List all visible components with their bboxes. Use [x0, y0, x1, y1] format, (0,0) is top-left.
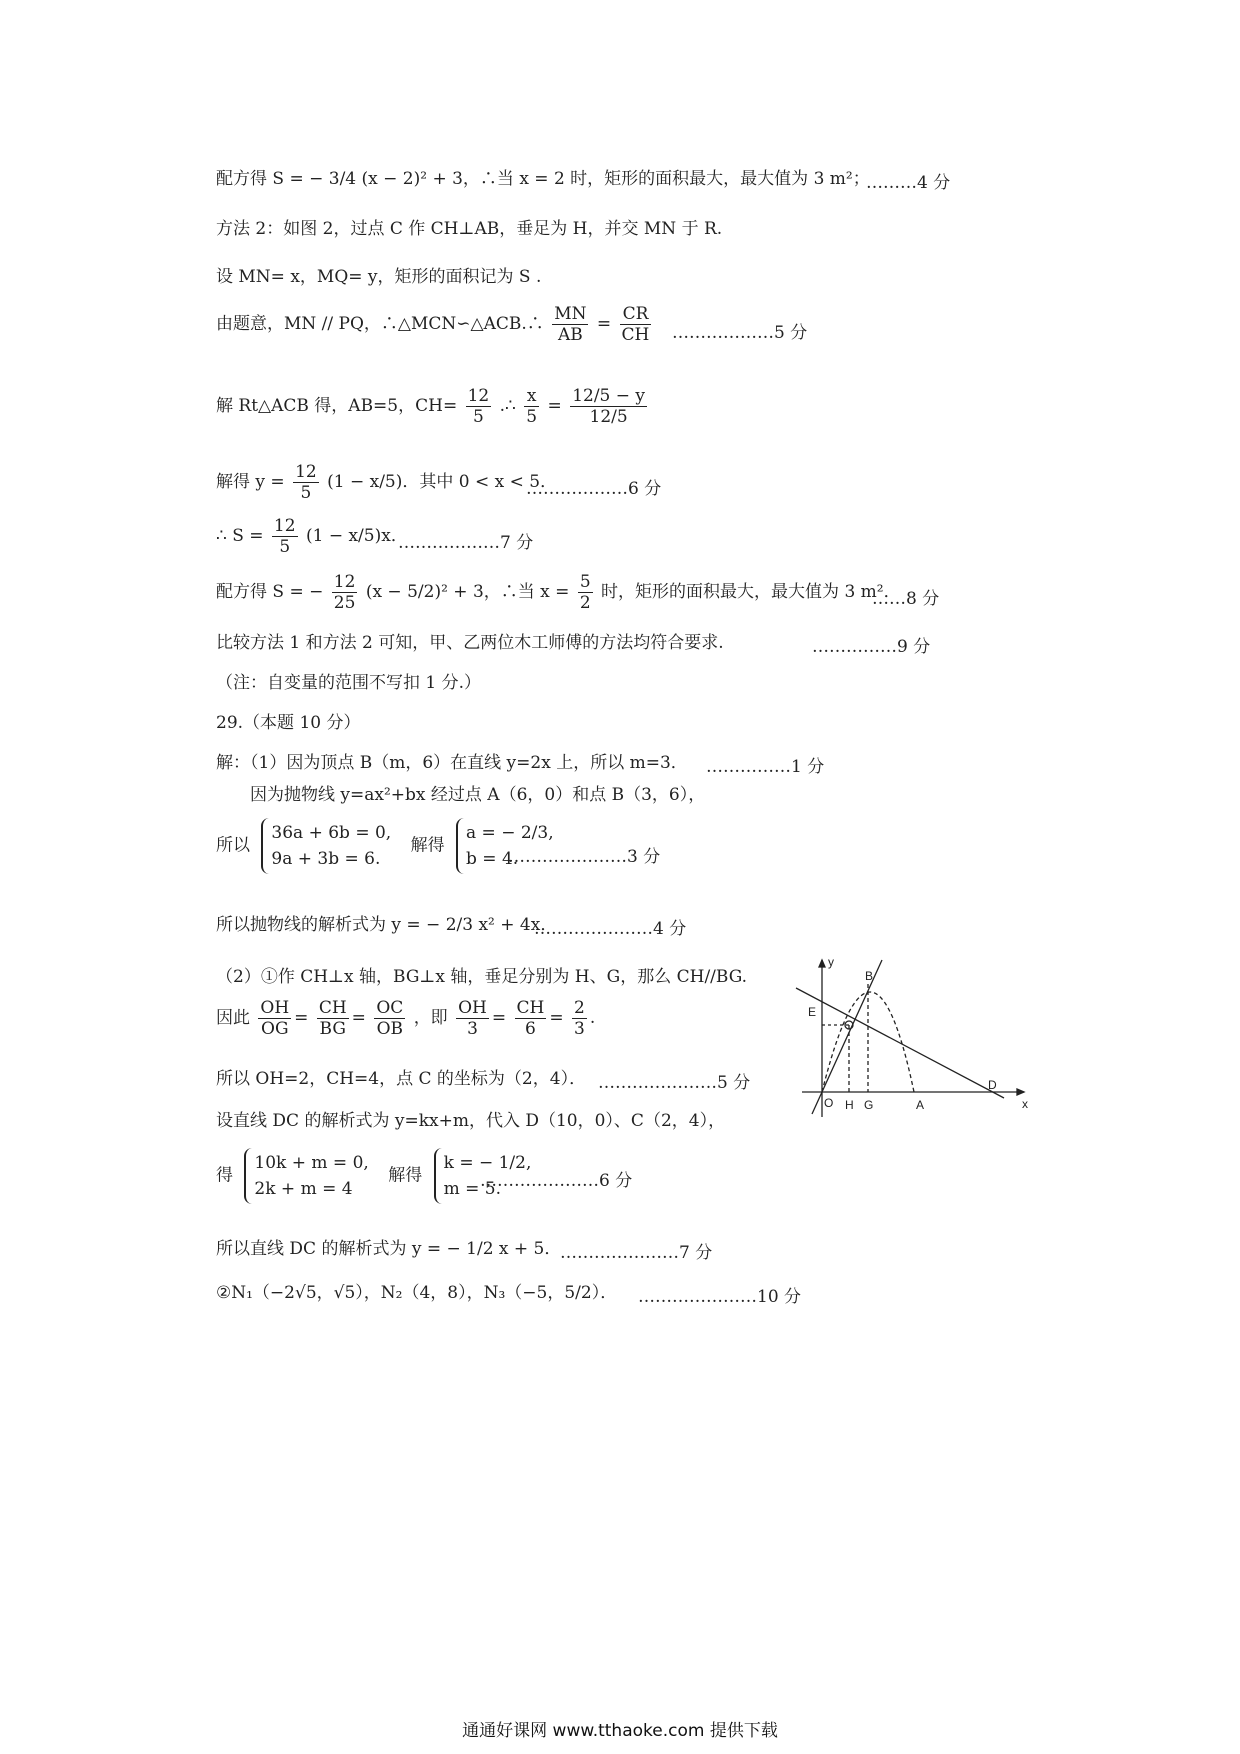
label-O: O	[824, 1096, 834, 1110]
equation: k = − 1/2,	[443, 1153, 532, 1173]
score-marker: ………………5 分	[672, 323, 808, 343]
denominator: BG	[319, 1019, 346, 1039]
score-marker: …………………3 分	[508, 847, 661, 867]
score-marker: ………4 分	[866, 173, 951, 193]
question-heading: 29.（本题 10 分）	[216, 713, 361, 733]
line-text: 因此	[216, 1008, 250, 1028]
solution-line-6	[216, 462, 557, 503]
solution-line-16: （2）①作 CH⊥x 轴，BG⊥x 轴，垂足分别为 H、G，那么 CH//BG.	[216, 967, 748, 987]
fraction	[374, 998, 405, 1039]
fraction	[570, 386, 647, 427]
fraction	[515, 998, 547, 1039]
fraction	[552, 304, 588, 345]
fraction	[293, 462, 319, 503]
fraction	[578, 572, 593, 613]
line-text: 时，矩形的面积最大，最大值为 3 m²．	[601, 582, 901, 602]
solution-line-1	[216, 168, 870, 190]
equation: 36a + 6b = 0,	[271, 823, 392, 843]
numerator: OH	[260, 998, 290, 1018]
denominator: 5	[300, 483, 312, 503]
denominator: 25	[333, 593, 356, 613]
denominator: 6	[525, 1019, 536, 1039]
label-B: B	[865, 969, 874, 983]
score-marker: ……………1 分	[706, 757, 825, 777]
score-marker: ………………6 分	[526, 479, 662, 499]
solution-line-9: 比较方法 1 和方法 2 可知，甲、乙两位木工师傅的方法均符合要求.	[216, 633, 724, 653]
label-A: A	[916, 1098, 925, 1112]
line-text: 解得 y =	[216, 472, 285, 492]
solution-line-13: 因为抛物线 y=ax²+bx 经过点 A（6，0）和点 B（3，6），	[250, 785, 706, 805]
denominator: 12/5	[589, 407, 628, 427]
line-text: .∴	[499, 396, 516, 416]
line-text: ∴ S =	[216, 526, 264, 546]
denominator: 3	[574, 1019, 585, 1039]
numerator: 12	[467, 386, 490, 406]
solution-line-2: 方法 2：如图 2，过点 C 作 CH⊥AB，垂足为 H，并交 MN 于 R.	[216, 219, 723, 239]
numerator: 12	[333, 572, 356, 592]
numerator: 12/5 − y	[572, 386, 646, 406]
score-marker: ………………7 分	[398, 533, 534, 553]
fraction	[524, 386, 539, 427]
line-text: 所以	[216, 835, 250, 856]
fraction	[572, 998, 587, 1039]
label-G: G	[864, 1098, 874, 1112]
fraction	[456, 998, 489, 1039]
denominator: 3	[467, 1019, 478, 1039]
fraction	[332, 572, 358, 613]
numerator: CR	[620, 304, 652, 325]
label-y: y	[828, 955, 834, 969]
equation: 2k + m = 4	[254, 1179, 353, 1199]
denominator: 5	[473, 407, 484, 427]
fraction	[620, 304, 652, 345]
denominator: OB	[376, 1019, 404, 1039]
score-marker: …………………5 分	[598, 1073, 751, 1093]
line-text: 解 Rt△ACB 得，AB=5，CH=	[216, 396, 458, 416]
equation: a = − 2/3,	[466, 823, 554, 843]
fraction	[258, 998, 291, 1039]
score-marker: ……………9 分	[812, 637, 931, 657]
fraction	[466, 386, 492, 427]
numerator: 2	[574, 998, 585, 1018]
solution-line-21: 所以直线 DC 的解析式为 y = − 1/2 x + 5．	[216, 1239, 562, 1259]
line-text: 解得	[410, 835, 445, 856]
solution-line-18: 所以 OH=2，CH=4，点 C 的坐标为（2，4）．	[216, 1069, 587, 1089]
solution-line-3: 设 MN= x，MQ= y，矩形的面积记为 S .	[216, 267, 542, 287]
numerator: MN	[554, 304, 587, 324]
line-text: (1 − x/5)．其中 0 < x < 5．	[327, 472, 558, 492]
line-text: 得	[216, 1165, 233, 1186]
denominator: 5	[279, 537, 291, 557]
score-marker: …………………10 分	[638, 1287, 802, 1307]
geometry-figure	[792, 952, 1032, 1122]
score-marker: …………………7 分	[560, 1243, 713, 1263]
equation-system	[244, 1148, 376, 1204]
line-text: 配方得 S = −	[216, 582, 324, 602]
page-footer: 通通好课网 www.tthaoke.com 提供下载	[462, 1721, 778, 1741]
numerator: x	[524, 386, 539, 407]
score-marker: …………………4 分	[534, 919, 687, 939]
numerator: CH	[516, 998, 545, 1018]
label-E: E	[808, 1005, 817, 1019]
denominator: 5	[526, 407, 538, 427]
solution-line-19: 设直线 DC 的解析式为 y=kx+m，代入 D（10，0）、C（2，4），	[216, 1111, 726, 1131]
solution-line-15: 所以抛物线的解析式为 y = − 2/3 x² + 4x．	[216, 915, 558, 935]
equation: m = 5.	[443, 1179, 502, 1199]
line-text: 由题意，MN // PQ，∴△MCN∽△ACB.∴	[216, 314, 544, 334]
numerator: OC	[376, 998, 404, 1018]
fraction	[272, 516, 298, 557]
numerator: OH	[458, 998, 487, 1018]
numerator: 5	[579, 572, 591, 592]
denominator: AB	[557, 325, 583, 345]
line-text: (1 − x/5)x．	[305, 526, 408, 546]
equation: 9a + 3b = 6.	[271, 849, 381, 869]
score-marker: …………………6 分	[480, 1171, 633, 1191]
solution-line-7	[216, 516, 408, 557]
line-text: ，即	[413, 1008, 448, 1028]
score-marker: ……8 分	[872, 589, 940, 609]
equation: 10k + m = 0,	[254, 1153, 369, 1173]
numerator: CH	[318, 998, 347, 1018]
x-axis-arrow	[1017, 1089, 1024, 1095]
solution-line-12: 解：（1）因为顶点 B（m，6）在直线 y=2x 上，所以 m=3．	[216, 753, 688, 773]
solution-line-8	[216, 572, 901, 613]
solution-line-5: 解 Rt△ACB 得，AB=5，CH= $\frac{12}{5}$ .∴ $\frac{x}{5}$ = $\frac{12/5 - y}{12/5}$	[216, 386, 646, 427]
denominator: OG	[261, 1019, 289, 1039]
numerator: 12	[295, 462, 317, 482]
line-text: 配方得 S = − 3/4 (x − 2)² + 3，∴当 x = 2 时，矩形的面积最大，最大值为 3 m²；	[216, 169, 870, 189]
fraction	[317, 998, 349, 1039]
label-D: D	[988, 1078, 997, 1092]
label-H: H	[845, 1098, 854, 1112]
equation-system	[261, 818, 399, 874]
solution-line-17: 因此 $\frac{OH}{OG}$ = $\frac{CH}{BG}$ = $\frac{OC}{OB}$ ，即 $\frac{OH}{3}$ = $\frac{CH}{6}$ = $\frac{2}{3}$ .	[216, 998, 596, 1039]
equation: b = 4.	[466, 849, 519, 869]
y-axis-arrow	[819, 960, 825, 967]
line-text: 解得	[388, 1165, 423, 1186]
numerator: 12	[273, 516, 296, 536]
label-x: x	[1022, 1097, 1028, 1111]
denominator: 2	[579, 593, 591, 613]
note-line: （注：自变量的范围不写扣 1 分.）	[216, 673, 482, 693]
line-text: (x − 5/2)² + 3，∴当 x =	[365, 582, 570, 602]
solution-line-4: 由题意，MN // PQ，∴△MCN∽△ACB.∴ $\frac{MN}{AB}$ = $\frac{CR}{CH}$	[216, 304, 650, 345]
denominator: CH	[621, 325, 650, 345]
solution-line-22: ②N₁（−2√5，√5），N₂（4，8），N₃（−5，5/2）．	[216, 1283, 618, 1303]
